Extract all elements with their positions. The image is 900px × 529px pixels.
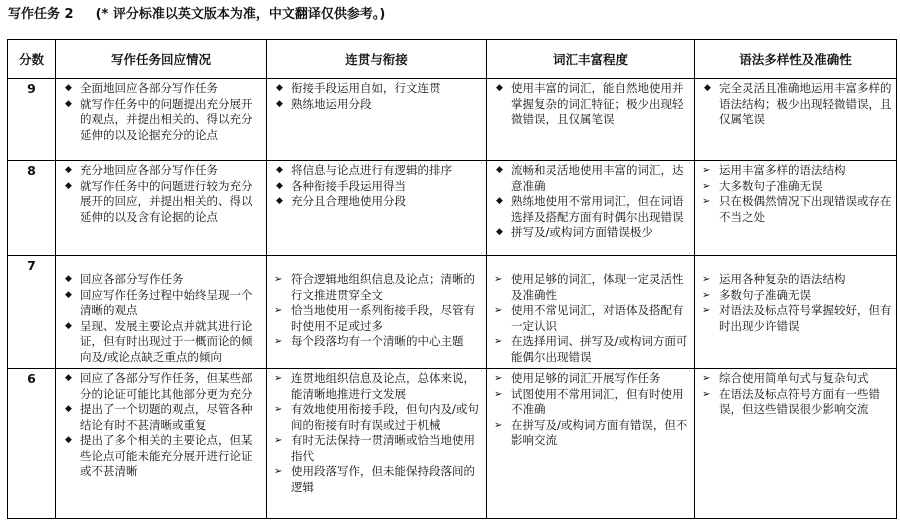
bullet-list	[56, 272, 266, 365]
arrow-bullet-icon: ➢	[274, 274, 283, 285]
grammar-cell	[695, 79, 897, 161]
list-item-text: 衔接手段运用自如，行文连贯	[291, 81, 441, 95]
list-item	[487, 272, 690, 303]
list-item	[56, 163, 262, 179]
table-row	[8, 161, 897, 256]
arrow-bullet-icon: ➢	[494, 336, 503, 347]
list-item	[267, 433, 482, 464]
bullet-list	[695, 163, 896, 225]
task-response-cell	[56, 369, 267, 519]
lexical-cell	[487, 161, 695, 256]
bullet-list	[695, 371, 896, 418]
list-item	[267, 272, 482, 303]
arrow-bullet-icon: ➢	[494, 274, 503, 285]
bullet-list	[487, 272, 694, 365]
coherence-cell	[267, 79, 487, 161]
list-item	[56, 97, 262, 144]
list-item-text: 综合使用简单句式与复杂句式	[719, 371, 869, 385]
diamond-bullet-icon: ◆	[276, 180, 283, 191]
list-item	[267, 371, 482, 402]
list-item-text: 就写作任务中的问题提出充分展开的观点，并提出相关的、得以充分延伸的以及论据充分的论点	[80, 96, 253, 142]
score-cell: 6	[8, 369, 56, 519]
bullet-list	[267, 272, 486, 350]
list-item	[267, 334, 482, 350]
diamond-bullet-icon: ◆	[276, 98, 283, 109]
diamond-bullet-icon: ◆	[704, 83, 711, 93]
bullet-list	[695, 272, 896, 334]
scoring-rubric-table	[7, 39, 897, 519]
list-item	[487, 225, 690, 241]
bullet-list	[487, 371, 694, 449]
list-item-text: 充分地回应各部分写作任务	[80, 163, 218, 177]
bullet-list	[267, 371, 486, 495]
task-response-cell	[56, 161, 267, 256]
list-item	[695, 288, 892, 304]
list-item	[56, 81, 262, 97]
table-row	[8, 79, 897, 161]
diamond-bullet-icon: ◆	[276, 83, 283, 93]
list-item-text: 完全灵活且准确地运用丰富多样的语法结构；极少出现轻微错误，且仅属笔误	[719, 81, 892, 126]
diamond-bullet-icon: ◆	[65, 180, 72, 191]
list-item-text: 使用丰富的词汇，能自然地使用并掌握复杂的词汇特征；极少出现轻微错误，且仅属笔误	[511, 81, 684, 126]
list-item-text: 在语法及标点符号方面有一些错误，但这些错误很少影响交流	[719, 386, 880, 416]
diamond-bullet-icon: ◆	[496, 196, 503, 206]
score-cell: 7	[8, 256, 56, 369]
diamond-bullet-icon: ◆	[276, 196, 283, 206]
page-title	[8, 4, 892, 26]
bullet-list	[56, 81, 266, 143]
list-item-text: 拼写及/或构词方面错误极少	[511, 225, 653, 239]
lexical-cell	[487, 369, 695, 519]
page-title-text: 写作任务 2	[8, 7, 74, 22]
list-item-text: 充分且合理地使用分段	[291, 194, 406, 208]
list-item-text: 使用足够的词汇开展写作任务	[511, 371, 661, 385]
list-item-text: 只在极偶然情况下出现错误或存在不当之处	[719, 194, 892, 224]
list-item	[695, 163, 892, 179]
list-item	[695, 387, 892, 418]
list-item-text: 在选择用词、拼写及/或构词方面可能偶尔出现错误	[511, 334, 688, 364]
arrow-bullet-icon: ➢	[274, 336, 283, 347]
list-item	[487, 194, 690, 225]
header-lexical-resource: 词汇丰富程度	[487, 40, 695, 79]
list-item	[56, 288, 262, 319]
diamond-bullet-icon: ◆	[496, 227, 503, 237]
list-item	[56, 433, 262, 480]
list-item-text: 回应了各部分写作任务，但某些部分的论证可能比其他部分更为充分	[80, 371, 253, 401]
list-item-text: 多数句子准确无误	[719, 287, 811, 302]
list-item	[267, 303, 482, 334]
grammar-cell	[695, 256, 897, 369]
bullet-list	[56, 163, 266, 225]
list-item	[695, 179, 892, 195]
diamond-bullet-icon: ◆	[65, 320, 72, 331]
bullet-list	[56, 371, 266, 480]
coherence-cell	[267, 256, 487, 369]
list-item	[56, 319, 262, 366]
bullet-list	[487, 81, 694, 128]
table-header-row	[8, 40, 897, 79]
list-item	[695, 272, 892, 288]
list-item-text: 大多数句子准确无误	[719, 178, 823, 193]
grammar-cell	[695, 369, 897, 519]
list-item	[695, 194, 892, 225]
grammar-cell	[695, 161, 897, 256]
score-cell: 8	[8, 161, 56, 256]
arrow-bullet-icon: ➢	[702, 289, 711, 301]
list-item	[267, 97, 482, 113]
arrow-bullet-icon: ➢	[274, 435, 283, 446]
list-item-text: 回应写作任务过程中始终呈现一个清晰的观点	[80, 287, 253, 317]
list-item-text: 呈现、发展主要论点并就其进行论证，但有时出现过于一概而论的倾向及/或论点缺乏重点的倾向	[80, 318, 253, 364]
list-item-text: 提出了多个相关的主要论点，但某些论点可能未能充分展开进行论证或不甚清晰	[80, 433, 253, 478]
list-item-text: 对语法及标点符号掌握较好，但有时出现少许错误	[719, 303, 892, 333]
diamond-bullet-icon: ◆	[65, 435, 72, 445]
bullet-list	[487, 163, 694, 241]
list-item	[695, 81, 892, 128]
diamond-bullet-icon: ◆	[65, 274, 72, 284]
arrow-bullet-icon: ➢	[702, 196, 711, 207]
lexical-cell	[487, 79, 695, 161]
list-item-text: 将信息与论点进行有逻辑的排序	[291, 163, 452, 177]
diamond-bullet-icon: ◆	[276, 165, 283, 175]
arrow-bullet-icon: ➢	[274, 373, 283, 384]
list-item-text: 符合逻辑地组织信息及论点；清晰的行文推进贯穿全文	[291, 272, 475, 302]
arrow-bullet-icon: ➢	[494, 419, 503, 431]
list-item-text: 熟练地运用分段	[291, 96, 372, 111]
list-item-text: 有效地使用衔接手段，但句内及/或句间的衔接有时有误或过于机械	[291, 402, 479, 432]
arrow-bullet-icon: ➢	[702, 373, 711, 384]
list-item	[267, 464, 482, 495]
arrow-bullet-icon: ➢	[494, 388, 503, 400]
list-item-text: 流畅和灵活地使用丰富的词汇，达意准确	[511, 163, 684, 193]
list-item	[695, 371, 892, 387]
list-item-text: 回应各部分写作任务	[80, 272, 184, 286]
diamond-bullet-icon: ◆	[65, 83, 72, 93]
diamond-bullet-icon: ◆	[65, 289, 72, 300]
list-item	[56, 272, 262, 288]
bullet-list	[695, 81, 896, 128]
header-coherence-cohesion: 连贯与衔接	[267, 40, 487, 79]
list-item-text: 各种衔接手段运用得当	[291, 178, 406, 193]
list-item	[267, 402, 482, 433]
list-item	[267, 163, 482, 179]
list-item	[487, 81, 690, 128]
list-item-text: 全面地回应各部分写作任务	[80, 81, 218, 95]
list-item	[695, 303, 892, 334]
table-row	[8, 256, 897, 369]
header-grammatical-range: 语法多样性及准确性	[695, 40, 897, 79]
list-item-text: 连贯地组织信息及论点，总体来说，能清晰地推进行文发展	[291, 371, 475, 401]
arrow-bullet-icon: ➢	[494, 305, 503, 316]
list-item	[487, 334, 690, 365]
translation-note: (* 评分标准以英文版本为准，中文翻译仅供参考。)	[95, 7, 386, 22]
arrow-bullet-icon: ➢	[274, 305, 283, 316]
list-item-text: 运用丰富多样的语法结构	[719, 163, 846, 177]
score-cell: 9	[8, 79, 56, 161]
arrow-bullet-icon: ➢	[702, 165, 711, 176]
list-item-text: 提出了一个切题的观点，尽管各种结论有时不甚清晰或重复	[80, 402, 253, 432]
header-score: 分数	[8, 40, 56, 79]
task-response-cell	[56, 256, 267, 369]
list-item-text: 试图使用不常用词汇，但有时使用不准确	[511, 386, 684, 416]
task-response-cell	[56, 79, 267, 161]
coherence-cell	[267, 161, 487, 256]
table-row	[8, 369, 897, 519]
arrow-bullet-icon: ➢	[274, 466, 283, 477]
bullet-list	[267, 81, 486, 112]
list-item-text: 恰当地使用一系列衔接手段，尽管有时使用不足或过多	[291, 303, 475, 333]
list-item	[487, 418, 690, 449]
arrow-bullet-icon: ➢	[702, 274, 711, 285]
list-item-text: 在拼写及/或构词方面有错误，但不影响交流	[511, 417, 688, 447]
list-item-text: 就写作任务中的问题进行较为充分展开的回应，并提出相关的、得以延伸的以及含有论据的论点	[80, 178, 253, 224]
diamond-bullet-icon: ◆	[496, 83, 503, 93]
list-item-text: 运用各种复杂的语法结构	[719, 272, 846, 286]
list-item	[487, 387, 690, 418]
list-item-text: 使用不常见词汇，对语体及搭配有一定认识	[511, 303, 684, 333]
list-item-text: 熟练地使用不常用词汇，但在词语选择及搭配方面有时偶尔出现错误	[511, 194, 684, 224]
list-item	[487, 371, 690, 387]
lexical-cell	[487, 256, 695, 369]
arrow-bullet-icon: ➢	[702, 180, 711, 192]
list-item	[267, 179, 482, 195]
list-item-text: 每个段落均有一个清晰的中心主题	[291, 334, 464, 348]
bullet-list	[267, 163, 486, 210]
diamond-bullet-icon: ◆	[65, 404, 72, 414]
diamond-bullet-icon: ◆	[65, 373, 72, 383]
list-item	[267, 194, 482, 210]
list-item	[56, 402, 262, 433]
arrow-bullet-icon: ➢	[702, 388, 711, 400]
list-item	[267, 81, 482, 97]
list-item	[487, 163, 690, 194]
arrow-bullet-icon: ➢	[494, 373, 503, 384]
arrow-bullet-icon: ➢	[702, 305, 711, 316]
list-item	[487, 303, 690, 334]
list-item	[56, 371, 262, 402]
header-task-response: 写作任务回应情况	[56, 40, 267, 79]
diamond-bullet-icon: ◆	[65, 98, 72, 109]
list-item-text: 使用足够的词汇，体现一定灵活性及准确性	[511, 272, 684, 302]
coherence-cell	[267, 369, 487, 519]
diamond-bullet-icon: ◆	[65, 165, 72, 175]
list-item	[56, 179, 262, 226]
list-item-text: 使用段落写作，但未能保持段落间的逻辑	[291, 464, 475, 494]
diamond-bullet-icon: ◆	[496, 165, 503, 175]
arrow-bullet-icon: ➢	[274, 404, 283, 415]
list-item-text: 有时无法保持一贯清晰或恰当地使用指代	[291, 433, 475, 463]
